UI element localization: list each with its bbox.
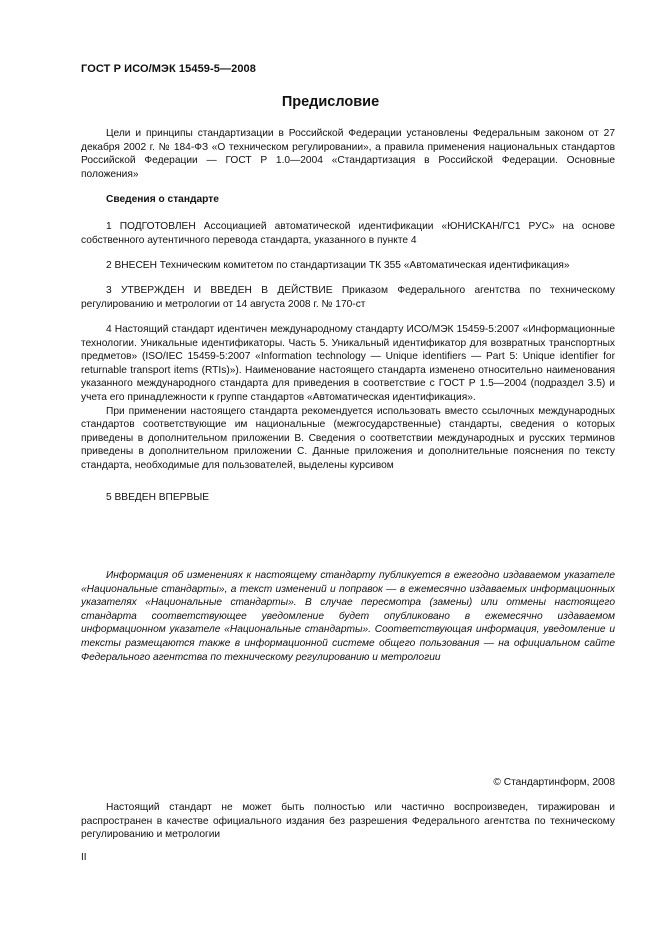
copyright-block	[81, 776, 615, 790]
info-heading-block	[81, 193, 615, 207]
item-3-text: 3 УТВЕРЖДЕН И ВВЕДЕН В ДЕЙСТВИЕ Приказом Федерального агентства по техническому регулированию и метрологии от 14 августа 2008 г. № 170-ст	[81, 285, 615, 310]
item-3	[81, 284, 615, 311]
item-1	[81, 220, 615, 247]
info-heading: Сведения о стандарте	[106, 194, 219, 205]
notice-block	[81, 569, 615, 664]
page-title: Предисловие	[281, 94, 380, 110]
document-header: ГОСТ Р ИСО/МЭК 15459-5—2008	[81, 63, 256, 75]
item-1-text: 1 ПОДГОТОВЛЕН Ассоциацией автоматической идентификации «ЮНИСКАН/ГС1 РУС» на основе собственного аутентичного перевода стандарта, указанного в пункте 4	[81, 221, 615, 246]
item-4-continuation: При применении настоящего стандарта рекомендуется использовать вместо ссылочных международных стандартов соответствующие им национальные (межгосударственные) стандарты, сведения о которых приведены в дополнительном приложении В. Сведения о соответствии международных и русских терминов приведены в дополнительном приложении С. Данные приложения и дополнительные пояснения по тексту стандарта, необходимые для пользователей, выделены курсивом	[81, 405, 615, 471]
restriction-text: Настоящий стандарт не может быть полностью или частично воспроизведен, тиражирован и распространен в качестве официального издания без разрешения Федерального агентства по техническому регулированию и метрологии	[81, 802, 615, 841]
intro-text: Цели и принципы стандартизации в Российской Федерации установлены Федеральным законом от 27 декабря 2002 г. № 184-ФЗ «О техническом регулировании», а правила применения национальных стандартов Российской Федерации — ГОСТ Р 1.0—2004 «Стандартизация в Российской Федерации. Основные положения»	[81, 128, 615, 180]
notice-text: Информация об изменениях к настоящему стандарту публикуется в ежегодно издаваемом указателе «Национальные стандарты», а текст изменений и поправок — в ежемесячно издаваемых информационных указателях «Национальные стандарты». В случае пересмотра (замены) или отмены настоящего стандарта соответствующее уведомление будет опубликовано в ежемесячно издаваемом информационном указателе «Национальные стандарты». Соответствующая информация, уведомление и тексты размещаются также в информационной системе общего пользования — на официальном сайте Федерального агентства по техническому регулированию и метрологии	[81, 570, 615, 663]
item-4	[81, 323, 615, 473]
restriction-block	[81, 801, 615, 842]
intro-paragraph	[81, 127, 615, 181]
item-2-text: 2 ВНЕСЕН Техническим комитетом по стандартизации ТК 355 «Автоматическая идентификация»	[106, 260, 570, 271]
page-number: II	[81, 852, 87, 863]
item-2	[81, 259, 615, 273]
item-4-text: 4 Настоящий стандарт идентичен международному стандарту ИСО/МЭК 15459-5:2007 «Информационные технологии. Уникальные идентификаторы. Часть 5. Уникальный идентификатор для возвратных транспортных предметов» (ISO/IEC 15459-5:2007 «Information technology — Unique identifiers — Part 5: Unique identifier for returnable transport items (RTIs)»). Наименование настоящего стандарта изменено относительно наименования указанного международного стандарта для приведения в соответствие с ГОСТ Р 1.5—2004 (подраздел 3.5) и учета его принадлежности к группе стандартов «Автоматическая идентификация».	[81, 324, 615, 403]
item-5	[81, 491, 615, 505]
copyright-text: © Стандартинформ, 2008	[493, 777, 615, 788]
item-5-text: 5 ВВЕДЕН ВПЕРВЫЕ	[106, 492, 210, 503]
